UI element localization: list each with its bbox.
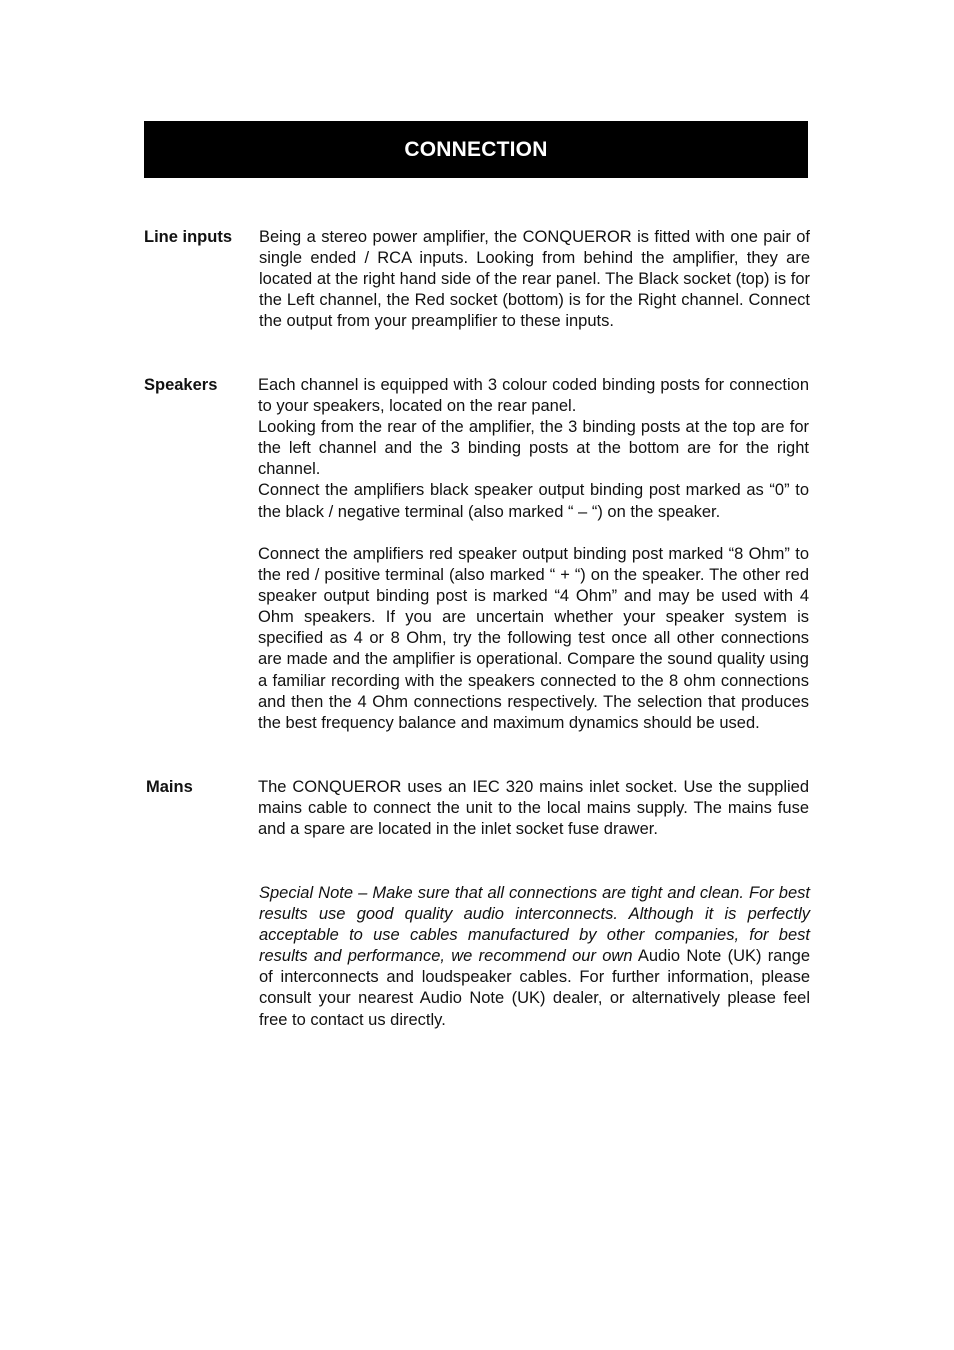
speakers-paragraph-4: Connect the amplifiers red speaker output binding post marked “8 Ohm” to the red / positive terminal (also marked “ + “) on the speaker. The other red speaker output binding post is marked “4 Ohm” and may be used with 4 Ohm speakers. If you are uncertain whether your speaker system is specified as 4 or 8 Ohm, try the following test once all other connections are made and the amplifier is operational. Compare the sound quality using a familiar recording with the speakers connected to the 8 ohm connections and then the 4 Ohm connections respectively. The selection that produces the best frequency balance and maximum dynamics should be used. [258, 545, 809, 732]
special-note [259, 883, 810, 1031]
speakers-paragraph-3: Connect the amplifiers black speaker output binding post marked as “0” to the black / negative terminal (also marked “ – “) on the speaker. [258, 481, 809, 521]
section-label-line-inputs: Line inputs [144, 228, 232, 246]
section-text-line-inputs [259, 227, 810, 332]
section-text-speakers [258, 375, 809, 523]
section-text-mains [258, 777, 809, 840]
page-title: CONNECTION [144, 121, 808, 178]
special-note-rest: Audio Note (UK) range of interconnects and loudspeaker cables. For further information, please consult your nearest Audio Note (UK) dealer, or alternatively please feel free to contact us directly. [259, 947, 811, 1029]
line-inputs-paragraph: Being a stereo power amplifier, the CONQUEROR is fitted with one pair of single ended / RCA inputs. Looking from behind the amplifier, they are located at the right hand side of the rear panel. The Black socket (top) is for the Left channel, the Red socket (bottom) is for the Right channel. Connect the output from your preamplifier to these inputs. [259, 228, 810, 331]
speakers-paragraph-1: Each channel is equipped with 3 colour coded binding posts for connection to your speakers, located on the rear panel. [258, 376, 809, 416]
section-text-speakers-impedance [258, 544, 809, 734]
speakers-paragraph-2: Looking from the rear of the amplifier, the 3 binding posts at the top are for the left channel and the 3 binding posts at the bottom are for the right channel. [258, 418, 809, 479]
section-label-mains: Mains [146, 778, 193, 796]
mains-paragraph-1: The CONQUEROR uses an IEC 320 mains inlet socket. Use the supplied mains cable to connect the unit to the local mains supply. The mains fuse and a spare are located in the inlet socket fuse drawer. [258, 778, 809, 839]
special-note-italic: Special Note – Make sure that all connections are tight and clean. For best results use good quality audio interconnects. Although it is perfectly acceptable to use cables manufactured by other companies, for best results and performance, we recommend our own [259, 884, 810, 966]
special-note-paragraph [259, 883, 810, 1031]
section-label-speakers: Speakers [144, 376, 218, 394]
